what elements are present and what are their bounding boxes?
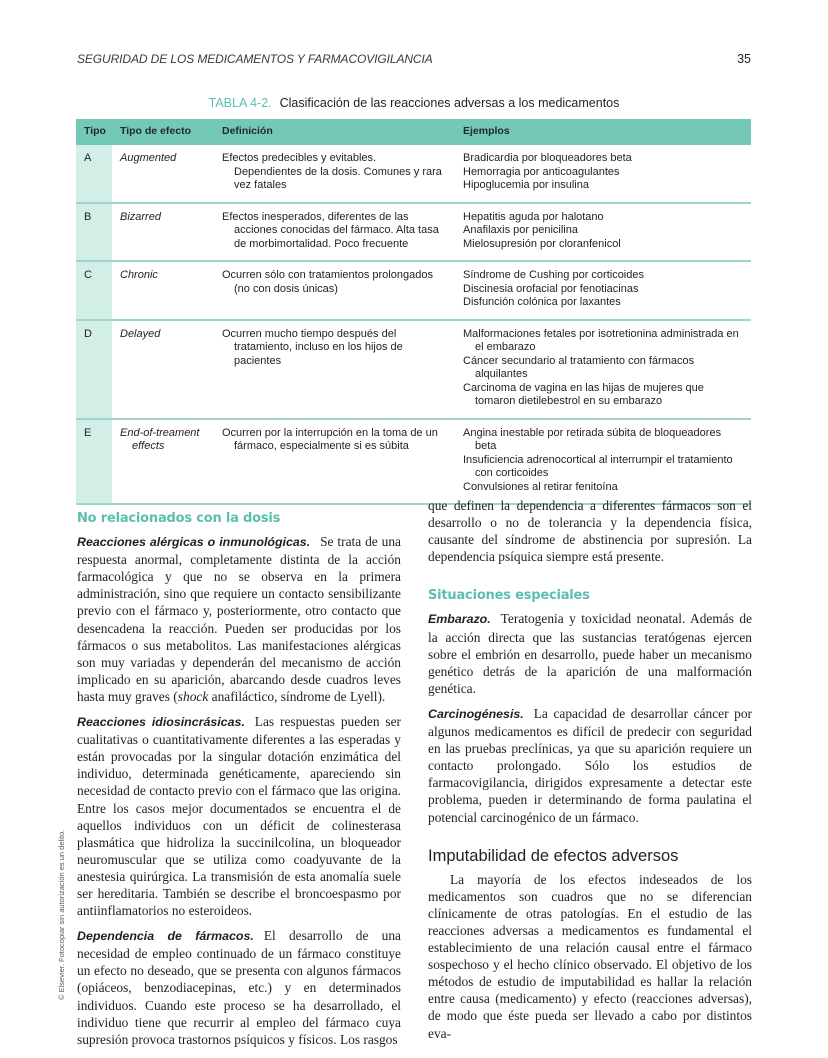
column-header-tipo: Tipo — [76, 119, 112, 145]
table-row — [76, 203, 751, 262]
cell-ejemplos — [455, 145, 751, 203]
cell-tipo: E — [76, 419, 112, 505]
table-row — [76, 261, 751, 320]
paragraph-text: Teratogenia y toxicidad neonatal. Además de la acción directa que las sustancias teratógenas ejercen sobre el embrión en desarrollo, puede haber un mecanismo genético detrás de la aparición de una malformación genética. — [428, 611, 752, 696]
paragraph-alergicas — [77, 533, 401, 705]
example-item: Cáncer secundario al tratamiento con fármacos alquilantes — [463, 354, 695, 380]
definicion-text: Ocurren por la interrupción en la toma de un fármaco, especialmente si es súbita — [222, 426, 438, 452]
paragraph-text: Se trata de una respuesta anormal, completamente distinta de la acción farmacológica y que no se observa en la primera administración, sino que requiere un contacto sensibilizante previo con el fármaco y, posteriormente, otro contacto que desencadena la reacción. Pueden ser producidas por los fármacos o sus metabolitos. Las manifestaciones alérgicas son muy variadas y dependerán del mecanismo de acción implicado en su aparición, abarcando desde cuadros leves hasta muy graves ( — [77, 534, 401, 704]
paragraph-text: Las respuestas pueden ser cualitativas o cuantitativamente diferentes a las esperadas y están provocadas por la singular dotación enzimática del individuo, determinada genéticamente, apareciendo sin necesidad de contacto previo con el fármaco que las origina. Entre los casos mejor documentados se encuentra el de aquellos individuos con un déficit de colinesterasa plasmática que hidroliza la succinilcolina, un bloqueador neuromuscular que se utiliza como coadyuvante de la anestesia quirúrgica. La transmisión de esta anomalía suele ser hereditaria. También se describe el broncoespasmo por antiinflamatorios no esteroideos. — [77, 714, 401, 919]
heading-imputabilidad: Imputabilidad de efectos adversos — [428, 846, 679, 865]
cell-ejemplos — [455, 419, 751, 505]
italic-term: shock — [177, 688, 209, 704]
column-header-tipo-efecto: Tipo de efecto — [112, 119, 214, 145]
cell-definicion — [214, 203, 455, 262]
right-column — [428, 497, 752, 1050]
cell-definicion — [214, 145, 455, 203]
copyright-notice: © Elsevier. Fotocopiar sin autorización es un delito. — [57, 829, 66, 1000]
column-header-ejemplos: Ejemplos — [455, 119, 751, 145]
table-header-row — [76, 119, 751, 145]
cell-efecto: Augmented — [112, 145, 214, 203]
example-item: Hemorragia por anticoagulantes — [463, 165, 620, 178]
section-title-situaciones: Situaciones especiales — [428, 588, 590, 604]
paragraph-imputabilidad: La mayoría de los efectos indeseados de los medicamentos son cuadros que no se diferencian clínicamente de otras patologías. En el estudio de las reacciones adversas a medicamentos es fundamental el establecimiento de una relación causal entre el fármaco sospechoso y el hecho clínico observado. El objetivo de los métodos de estudio de imputabilidad es hallar la relación entre causa (medicamento) y efecto (reacciones adversas), de modo que éste pueda ser llevado a cabo por distintos eva- — [428, 871, 752, 1041]
paragraph-embarazo — [428, 610, 752, 696]
table-caption — [0, 96, 828, 110]
run-in-heading: Dependencia de fármacos. — [77, 929, 254, 944]
paragraph-carcinogenesis — [428, 705, 752, 826]
paragraph-text: anafiláctico, síndrome de Lyell). — [208, 688, 386, 704]
cell-tipo: D — [76, 320, 112, 419]
example-item: Carcinoma de vagina en las hijas de mujeres que tomaron dietilebestrol en su embarazo — [463, 381, 704, 407]
example-item: Mielosupresión por cloranfenicol — [463, 237, 621, 250]
example-item: Disfunción colónica por laxantes — [463, 296, 621, 308]
run-in-heading: Carcinogénesis. — [428, 706, 524, 721]
cell-efecto — [112, 419, 214, 505]
adverse-reactions-table — [76, 119, 751, 505]
left-column — [77, 510, 401, 1056]
example-item: Discinesia orofacial por fenotiacinas — [463, 282, 639, 295]
cell-tipo: A — [76, 145, 112, 203]
cell-tipo: C — [76, 261, 112, 320]
cell-efecto: Chronic — [112, 261, 214, 320]
paragraph-dependencia — [77, 927, 401, 1048]
example-item: Angina inestable por retirada súbita de bloqueadores beta — [463, 426, 722, 452]
example-item: Insuficiencia adrenocortical al interrumpir el tratamiento con corticoides — [463, 453, 733, 479]
cell-definicion — [214, 320, 455, 419]
example-item: Anafilaxis por penicilina — [463, 224, 578, 236]
cell-ejemplos — [455, 203, 751, 262]
cell-ejemplos — [455, 261, 751, 320]
run-in-heading: Embarazo. — [428, 612, 491, 627]
definicion-text: Ocurren mucho tiempo después del tratamiento, incluso en los hijos de pacientes — [222, 327, 403, 367]
run-in-heading: Reacciones idiosincrásicas. — [77, 715, 245, 730]
paragraph-idiosincrasicas — [77, 713, 401, 919]
section-title-no-relacionados: No relacionados con la dosis — [77, 511, 281, 526]
table-row — [76, 320, 751, 419]
example-item: Bradicardia por bloqueadores beta — [463, 152, 632, 164]
example-item: Hepatitis aguda por halotano — [463, 210, 604, 223]
cell-efecto: Delayed — [112, 320, 214, 419]
example-item: Convulsiones al retirar fenitoína — [463, 480, 618, 493]
efecto-text: End-of-treament effects — [120, 426, 200, 452]
cell-tipo: B — [76, 203, 112, 262]
table-row — [76, 419, 751, 505]
example-item: Síndrome de Cushing por corticoides — [463, 269, 644, 281]
paragraph-text: La capacidad de desarrollar cáncer por algunos medicamentos es difícil de predecir con seguridad en las pruebas preclínicas, ya que su aparición requiere un contacto prolongado. Sólo los estudios de farmacovigilancia, dirigidos expresamente a detectar este problema, pueden ir determinando de forma paulatina el potencial carcinogénico de un fármaco. — [428, 705, 752, 825]
definicion-text: Efectos inesperados, diferentes de las acciones conocidas del fármaco. Alta tasa de morbimortalidad. Poco frecuente — [222, 210, 439, 250]
paragraph-continuation: que definen la dependencia a diferentes fármacos son el desarrollo o no de tolerancia y la dependencia física, causante del síndrome de abstinencia por supresión. La dependencia psíquica siempre está presente. — [428, 498, 752, 565]
cell-ejemplos — [455, 320, 751, 419]
table-row — [76, 145, 751, 203]
cell-efecto: Bizarred — [112, 203, 214, 262]
run-in-heading: Reacciones alérgicas o inmunológicas. — [77, 535, 311, 550]
cell-definicion — [214, 419, 455, 505]
table-caption-text: Clasificación de las reacciones adversas a los medicamentos — [279, 96, 620, 110]
column-header-definicion: Definición — [214, 119, 455, 145]
page-number: 35 — [737, 52, 751, 66]
running-title: SEGURIDAD DE LOS MEDICAMENTOS Y FARMACOVIGILANCIA — [77, 52, 433, 66]
cell-definicion — [214, 261, 455, 320]
definicion-text: Ocurren sólo con tratamientos prolongados (no con dosis únicas) — [222, 269, 433, 295]
table-label: TABLA 4-2. — [208, 96, 272, 110]
paragraph-text: El desarrollo de una necesidad de empleo continuado de un fármaco constituye un efecto no deseado, que se presenta con algunos fármacos (opiáceos, benzodiacepinas, etc.) y en determinados individuos. Cuando este proceso se ha desarrollado, el individuo tiene que recurrir al empleo del fármaco cuya supresión provoca trastornos psíquicos y físicos. Los rasgos — [77, 928, 401, 1047]
definicion-text: Efectos predecibles y evitables. Dependientes de la dosis. Comunes y rara vez fatales — [222, 152, 442, 191]
example-item: Hipoglucemia por insulina — [463, 179, 589, 191]
example-item: Malformaciones fetales por isotretionina administrada en el embarazo — [463, 327, 739, 353]
